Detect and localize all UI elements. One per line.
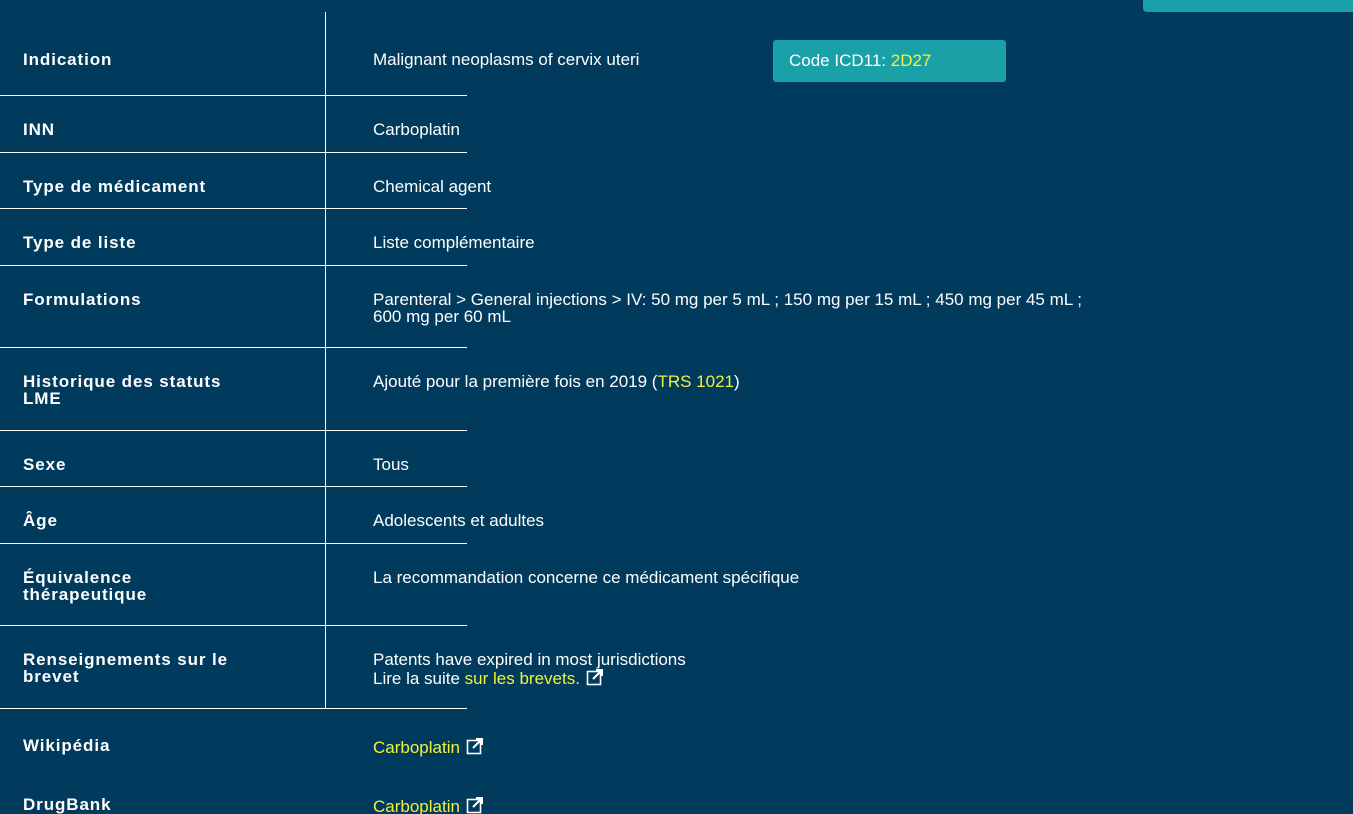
label-drug-type: Type de médicament: [23, 177, 207, 196]
status-suffix: ): [734, 372, 740, 391]
label-patent-info: [23, 651, 313, 685]
patent-status: Patents have expired in most jurisdictions: [373, 650, 686, 669]
row-divider: [0, 543, 467, 544]
external-link-icon[interactable]: [466, 737, 484, 755]
status-prefix: Ajouté pour la première fois en 2019 (: [373, 372, 658, 391]
row-divider: [0, 708, 467, 709]
label-therapeutic-equivalence: [23, 569, 313, 603]
label-inn: INN: [23, 120, 55, 139]
external-link-icon[interactable]: [466, 796, 484, 814]
value-age: Adolescents et adultes: [373, 511, 545, 530]
label-line-1: Équivalence: [23, 568, 133, 587]
label-line-1: Historique des statuts: [23, 372, 222, 391]
patents-link[interactable]: sur les brevets.: [464, 669, 580, 688]
patent-read-more: [373, 668, 1348, 687]
formulations-line-1: Parenteral > General injections > IV: 50 mg per 5 mL ; 150 mg per 15 mL ; 450 mg per 45 mL ;: [373, 290, 1083, 309]
value-wikipedia: [373, 737, 1348, 756]
column-divider: [325, 12, 326, 709]
formulations-line-2: 600 mg per 60 mL: [373, 307, 511, 326]
value-drugbank: [373, 796, 1348, 814]
icd-code-prefix: Code ICD11:: [789, 51, 891, 70]
external-link-icon[interactable]: [586, 668, 604, 686]
icd-code-badge: [773, 40, 1006, 82]
row-divider: [0, 347, 467, 348]
label-indication: Indication: [23, 50, 113, 69]
value-therapeutic-equivalence: La recommandation concerne ce médicament spécifique: [373, 568, 800, 587]
value-inn: Carboplatin: [373, 120, 460, 139]
label-line-2: LME: [23, 389, 62, 408]
trs-link[interactable]: TRS 1021: [657, 372, 734, 391]
label-wikipedia: Wikipédia: [23, 736, 111, 755]
drugbank-link[interactable]: Carboplatin: [373, 797, 460, 814]
row-divider: [0, 486, 467, 487]
label-line-1: Renseignements sur le: [23, 650, 229, 669]
row-divider: [0, 208, 467, 209]
value-formulations: [373, 291, 1348, 325]
label-eml-status-history: [23, 373, 313, 407]
label-line-2: thérapeutique: [23, 585, 148, 604]
label-sex: Sexe: [23, 455, 67, 474]
wikipedia-link[interactable]: Carboplatin: [373, 738, 460, 757]
top-tab[interactable]: [1143, 0, 1353, 12]
value-drug-type: Chemical agent: [373, 177, 492, 196]
row-divider: [0, 265, 467, 266]
icd-code-link[interactable]: 2D27: [890, 51, 932, 70]
value-list-type: Liste complémentaire: [373, 233, 535, 252]
row-divider: [0, 152, 467, 153]
read-more-prefix: Lire la suite: [373, 669, 465, 688]
row-divider: [0, 625, 467, 626]
value-eml-status-history: [373, 373, 1348, 390]
value-sex: Tous: [373, 455, 409, 474]
value-indication: Malignant neoplasms of cervix uteri: [373, 50, 640, 69]
label-line-2: brevet: [23, 667, 80, 686]
label-formulations: Formulations: [23, 290, 142, 309]
label-drugbank: DrugBank: [23, 795, 112, 814]
label-list-type: Type de liste: [23, 233, 137, 252]
row-divider: [0, 95, 467, 96]
label-age: Âge: [23, 511, 58, 530]
row-divider: [0, 430, 467, 431]
value-patent-info: [373, 651, 1348, 687]
